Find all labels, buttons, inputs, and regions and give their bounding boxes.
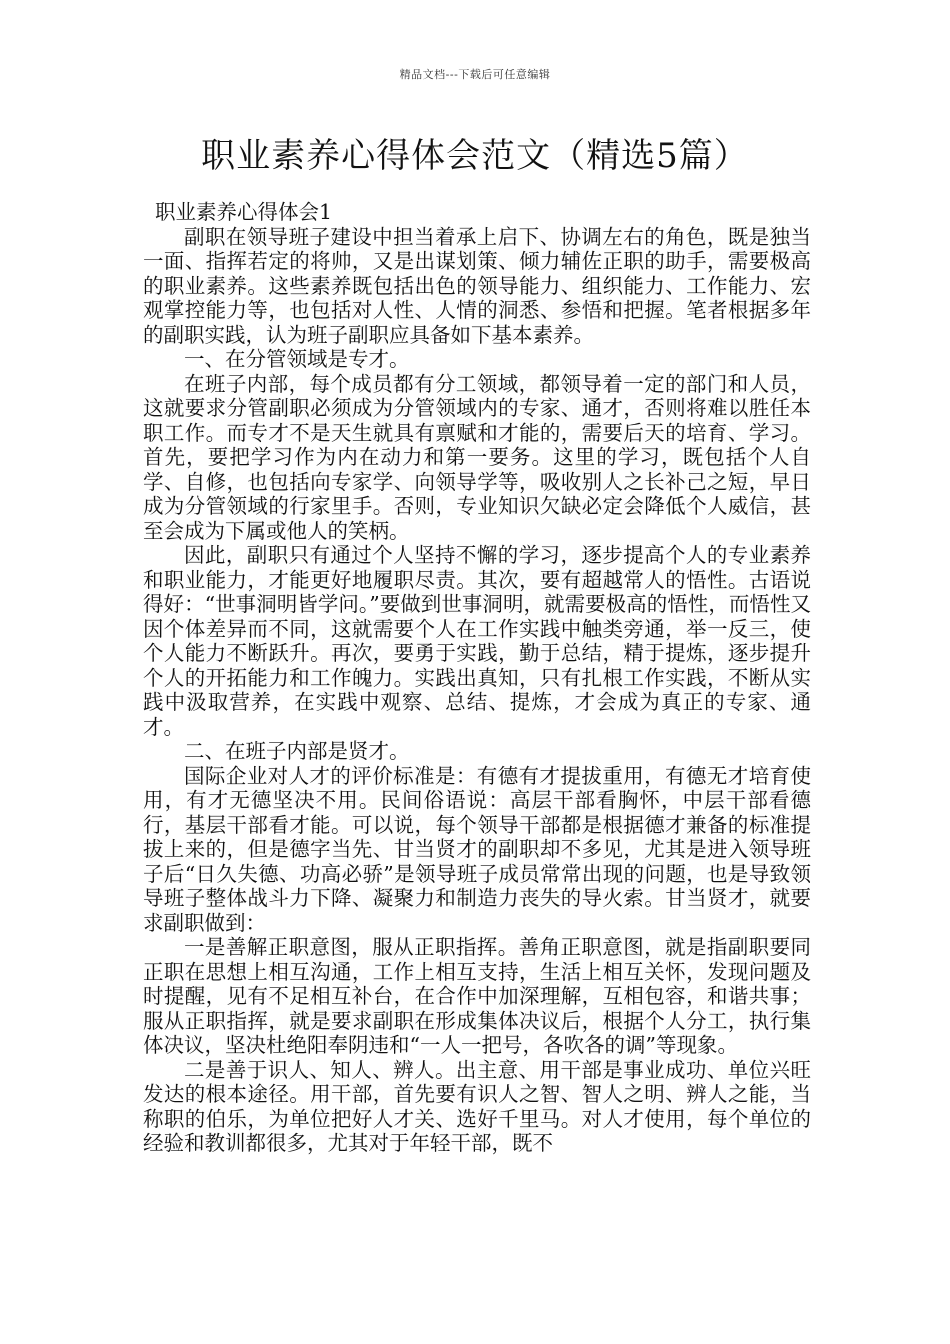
subheading: 二、在班子内部是贤才。: [184, 739, 410, 763]
paragraph: 一是善解正职意图，服从正职指挥。善角正职意图，就是指副职要同正职在思想上相互沟通，工作上相互支持，生活上相互关怀，发现问题及时提醒，见有不足相互补台，在合作中加深理解，互相包容，和谐共事；服从正职指挥，就是要求副职在形成集体决议后，根据个人分工，执行集体决议，坚决杜绝阳奉阴违和“一人一把号，各吹各的调”等现象。: [143, 935, 811, 1057]
paragraph: 二是善于识人、知人、辨人。出主意、用干部是事业成功、单位兴旺发达的根本途径。用干部，首先要有识人之智、智人之明、辨人之能，当称职的伯乐，为单位把好人才关、选好千里马。对人才使用，每个单位的经验和教训都很多，尤其对于年轻干部，既不: [143, 1057, 811, 1155]
document-title: 职业素养心得体会范文（精选5篇）: [201, 136, 749, 176]
subheading: 一、在分管领域是专才。: [184, 347, 410, 371]
paragraph: 在班子内部，每个成员都有分工领域，都领导着一定的部门和人员，这就要求分管副职必须成为分管领域内的专家、通才，否则将难以胜任本职工作。而专才不是天生就具有禀赋和才能的，需要后天的培育、学习。首先，要把学习作为内在动力和第一要务。这里的学习，既包括个人自学、自修，也包括向专家学、向领导学等，吸收别人之长补己之短，早日成为分管领域的行家里手。否则，专业知识欠缺必定会降低个人威信，甚至会成为下属或他人的笑柄。: [143, 371, 811, 543]
paragraph: 国际企业对人才的评价标准是：有德有才提拔重用，有德无才培育使用，有才无德坚决不用。民间俗语说：高层干部看胸怀，中层干部看德行，基层干部看才能。可以说，每个领导干部都是根据德才兼备的标准提拔上来的，但是德字当先、甘当贤才的副职却不多见，尤其是进入领导班子后“日久失德、功高必骄”是领导班子成员常常出现的问题，也是导致领导班子整体战斗力下降、凝聚力和制造力丧失的导火索。甘当贤才，就要求副职做到：: [143, 763, 811, 935]
page-header: 精品文档---下载后可任意编辑: [399, 68, 551, 81]
paragraph: 因此，副职只有通过个人坚持不懈的学习，逐步提高个人的专业素养和职业能力，才能更好地履职尽责。其次，要有超越常人的悟性。古语说得好：“世事洞明皆学问。”要做到世事洞明，就需要极高的悟性，而悟性又因个体差异而不同，这就需要个人在工作实践中触类旁通，举一反三，使个人能力不断跃升。再次，要勇于实践，勤于总结，精于提炼，逐步提升个人的开拓能力和工作魄力。实践出真知，只有扎根工作实践，不断从实践中汲取营养，在实践中观察、总结、提炼，才会成为真正的专家、通才。: [143, 543, 811, 739]
section-title: 职业素养心得体会1: [155, 200, 333, 224]
paragraph: 副职在领导班子建设中担当着承上启下、协调左右的角色，既是独当一面、指挥若定的将帅，又是出谋划策、倾力辅佐正职的助手，需要极高的职业素养。这些素养既包括出色的领导能力、组织能力、工作能力、宏观掌控能力等，也包括对人性、人情的洞悉、参悟和把握。笔者根据多年的副职实践，认为班子副职应具备如下基本素养。: [143, 224, 811, 347]
document-body: [143, 200, 811, 1156]
